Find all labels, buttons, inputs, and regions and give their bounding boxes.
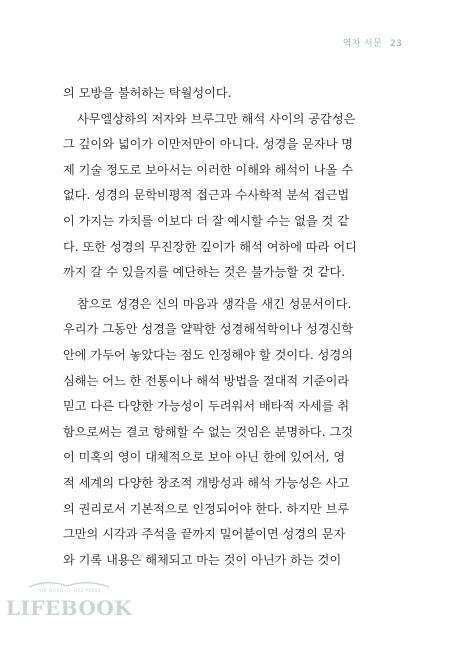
text-line: 함으로써는 결코 항해할 수 없는 것임은 분명하다. 그것 (63, 424, 354, 439)
page-number: 23 (389, 39, 402, 49)
text-line: 심해는 어느 한 전통이나 해석 방법을 절대적 기준이라 (63, 373, 350, 388)
publisher-logo (5, 578, 133, 622)
text-line: 의 권리로서 기본적으로 인정되어야 한다. 하지만 브루 (63, 501, 350, 516)
text-line: 안에 가두어 놓았다는 점도 인정해야 할 것이다. 성경의 (63, 347, 354, 362)
text-line: 참으로 성경은 신의 마음과 생각을 새긴 성문서이다. (77, 296, 352, 311)
text-line: 제 기술 정도로 보아서는 이러한 이해와 해석이 나올 수 (63, 162, 354, 177)
logo-name: LIFEBOOK (5, 596, 133, 620)
lifebook-logo-icon (5, 578, 133, 622)
book-arc-icon (29, 583, 109, 587)
text-line: 적 세계의 다양한 창조적 개방성과 해석 가능성은 사고 (63, 475, 350, 490)
text-line: 이 미혹의 영이 대체적으로 보아 아닌 한에 있어서, 영 (63, 450, 346, 465)
text-line: 사무엘상하의 저자와 브루그만 해석 사이의 공감성은 (77, 111, 356, 126)
text-line: 우리가 그동안 성경을 얄팍한 성경해석학이나 성경신학 (63, 322, 354, 337)
logo-tagline: THE WORD OF LIFE PRESS (37, 588, 101, 593)
text-line: 그만의 시각과 주석을 끝까지 밀어붙이면 성경의 문자 (63, 527, 346, 542)
text-line: 없다. 성경의 문학비평적 접근과 수사학적 분석 접근법 (63, 188, 350, 203)
text-line: 다. 또한 성경의 무진장한 깊이가 해석 여하에 따라 어디 (63, 239, 357, 254)
text-line: 와 기록 내용은 해체되고 마는 것이 아닌가 하는 것이 (63, 552, 342, 567)
text-line: 그 깊이와 넓이가 이만저만이 아니다. 성경을 문자나 명 (63, 137, 354, 152)
text-line: 의 모방을 불허하는 탁월성이다. (63, 86, 232, 100)
body-text (63, 81, 399, 573)
text-line: 믿고 다른 다양한 가능성이 두려워서 배타적 자세를 취 (63, 399, 350, 414)
text-line: 이 가지는 가치를 이보다 더 잘 예시할 수는 없을 것 같 (63, 213, 349, 228)
running-header (343, 36, 402, 49)
section-title: 역자 서문 (342, 39, 382, 49)
text-line: 까지 갈 수 있을지를 예단하는 것은 불가능할 것 같다. (63, 265, 346, 280)
